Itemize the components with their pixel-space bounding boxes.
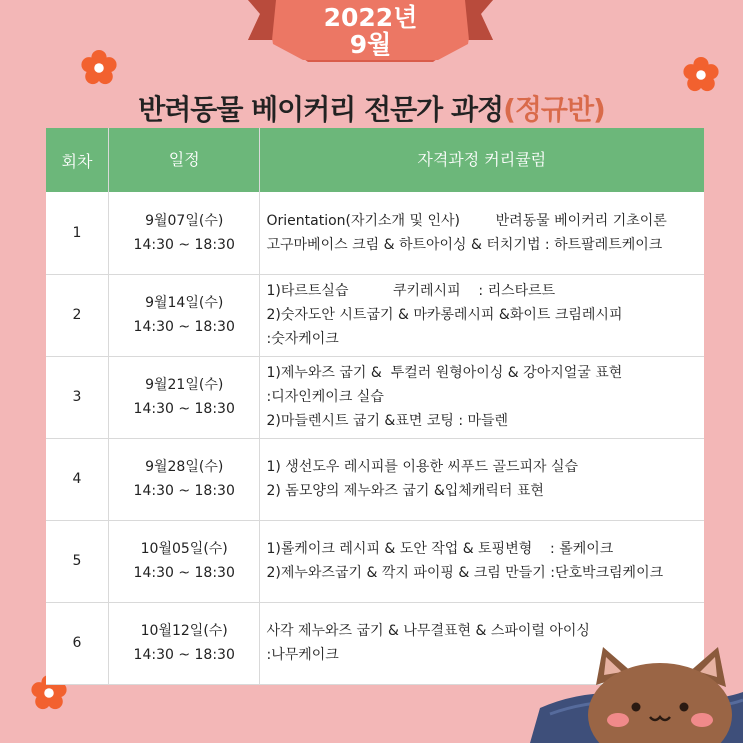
session-number: 5 (46, 520, 108, 602)
schedule-date: 9월14일(수) (145, 295, 224, 311)
curriculum-line: 1)제누와즈 굽기 & 투컬러 원형아이싱 & 강아지얼굴 표현 (266, 365, 623, 381)
schedule-cell (108, 356, 260, 438)
dog-mascot-icon (578, 645, 743, 743)
schedule-cell (108, 602, 260, 684)
curriculum-line: 1) 생선도우 레시피를 이용한 씨푸드 골드피자 실습 (266, 459, 579, 475)
curriculum-line: 사각 제누와즈 굽기 & 나무결표현 & 스파이럴 아이싱 (266, 623, 590, 639)
session-number: 2 (46, 274, 108, 356)
schedule-date: 10월12일(수) (140, 623, 228, 639)
curriculum-cell (260, 356, 704, 438)
header-schedule: 일정 (108, 128, 260, 192)
schedule-time: 14:30 ~ 18:30 (133, 647, 235, 663)
schedule-time: 14:30 ~ 18:30 (133, 236, 235, 253)
session-number: 1 (46, 192, 108, 274)
curriculum-line: 2) 돔모양의 제누와즈 굽기 &입체캐릭터 표현 (266, 483, 544, 499)
session-number: 4 (46, 438, 108, 520)
table-row (46, 520, 704, 602)
schedule-time: 14:30 ~ 18:30 (133, 319, 235, 335)
schedule-date: 9월07일(수) (145, 212, 224, 229)
curriculum-line: :디자인케이크 실습 (266, 389, 384, 405)
page-title (0, 88, 743, 128)
table-row (46, 356, 704, 438)
schedule-time: 14:30 ~ 18:30 (133, 401, 235, 417)
schedule-date: 9월21일(수) (145, 377, 224, 393)
curriculum-line: 1)타르트실습 쿠키레시피 : 리스타르트 (266, 283, 556, 299)
curriculum-cell (260, 438, 704, 520)
schedule-cell (108, 438, 260, 520)
title-main: 반려동물 베이커리 전문가 과정 (138, 93, 504, 126)
table-row (46, 274, 704, 356)
month-label: 9월 (349, 30, 392, 59)
curriculum-cell (260, 274, 704, 356)
schedule-date: 10월05일(수) (140, 541, 228, 557)
schedule-cell (108, 274, 260, 356)
curriculum-table (46, 128, 704, 685)
curriculum-line: 2)숫자도안 시트굽기 & 마카롱레시피 &화이트 크림레시피 (266, 307, 623, 323)
schedule-time: 14:30 ~ 18:30 (133, 565, 235, 581)
year-label: 2022년 (323, 3, 418, 32)
curriculum-line: 2)마들렌시트 굽기 &표면 코팅 : 마들렌 (266, 413, 509, 429)
table-row (46, 192, 704, 274)
header-curriculum: 자격과정 커리큘럼 (260, 128, 704, 192)
schedule-date: 9월28일(수) (145, 459, 224, 475)
curriculum-line: :숫자케이크 (266, 331, 339, 347)
table-header-row (46, 128, 704, 192)
curriculum-cell (260, 192, 704, 274)
curriculum-cell (260, 520, 704, 602)
session-number: 6 (46, 602, 108, 684)
curriculum-line: 2)제누와즈굽기 & 깍지 파이핑 & 크림 만들기 :단호박크림케이크 (266, 565, 664, 581)
schedule-time: 14:30 ~ 18:30 (133, 483, 235, 499)
curriculum-line: 고구마베이스 크림 & 하트아이싱 & 터치기법 : 하트팔레트케이크 (266, 236, 663, 253)
curriculum-line: Orientation(자기소개 및 인사) 반려동물 베이커리 기초이론 (266, 212, 667, 229)
date-block (248, 4, 493, 58)
curriculum-line: 1)롤케이크 레시피 & 도안 작업 & 토핑변형 : 롤케이크 (266, 541, 614, 557)
session-number: 3 (46, 356, 108, 438)
curriculum-line: :나무케이크 (266, 647, 339, 663)
schedule-cell (108, 520, 260, 602)
schedule-cell (108, 192, 260, 274)
title-accent: (정규반) (503, 93, 605, 126)
flower-icon (80, 49, 118, 87)
table-row (46, 438, 704, 520)
header-session: 회차 (46, 128, 108, 192)
